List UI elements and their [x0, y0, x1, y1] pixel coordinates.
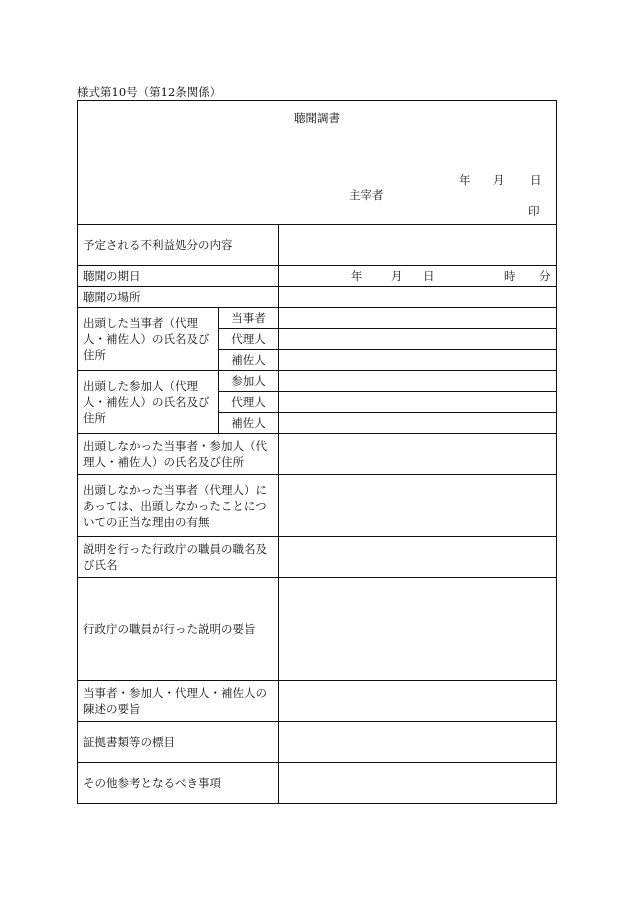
chair-label: 主宰者	[349, 188, 384, 202]
disposition-field[interactable]	[279, 225, 557, 266]
hearing-date-label: 聴聞の期日	[78, 266, 279, 287]
header-year-label: 年	[459, 173, 471, 187]
participant-field[interactable]	[279, 371, 557, 392]
header-day-label: 日	[530, 173, 542, 187]
statement-summary-label: 当事者・参加人・代理人・補佐人の陳述の要旨	[78, 681, 279, 722]
participant-group-label: 出頭した参加人（代理人・補佐人）の氏名及び住所	[78, 371, 219, 434]
header-cell	[78, 101, 557, 225]
party-sub-label: 当事者	[219, 308, 279, 329]
date-day-label: 日	[423, 269, 435, 283]
date-year-label: 年	[351, 269, 363, 283]
table-row	[78, 763, 557, 804]
absent-reason-field[interactable]	[279, 475, 557, 537]
table-row	[78, 722, 557, 763]
header-month-label: 月	[493, 173, 505, 187]
hearing-place-label: 聴聞の場所	[78, 287, 279, 308]
hearing-place-field[interactable]	[279, 287, 557, 308]
date-minute-label: 分	[539, 269, 551, 283]
table-row	[78, 578, 557, 681]
absent-persons-label: 出頭しなかった当事者・参加人（代理人・補佐人）の氏名及び住所	[78, 434, 279, 475]
evidence-list-label: 証拠書類等の標目	[78, 722, 279, 763]
participant-sub-label: 参加人	[219, 371, 279, 392]
header-row	[78, 101, 557, 225]
participant-agent-label: 代理人	[219, 392, 279, 413]
table-row	[78, 225, 557, 266]
explainer-field[interactable]	[279, 537, 557, 578]
hearing-record-form	[77, 100, 557, 804]
hearing-date-field[interactable]	[279, 266, 557, 287]
seal-label: 印	[528, 204, 540, 218]
table-row	[78, 434, 557, 475]
participant-assistant-label: 補佐人	[219, 413, 279, 434]
form-number-caption: 様式第10号（第12条関係）	[77, 85, 222, 99]
date-hour-label: 時	[504, 269, 516, 283]
disposition-label: 予定される不利益処分の内容	[78, 225, 279, 266]
statement-summary-field[interactable]	[279, 681, 557, 722]
form-title: 聴聞調書	[294, 111, 340, 125]
party-assistant-label: 補佐人	[219, 350, 279, 371]
party-field[interactable]	[279, 308, 557, 329]
evidence-list-field[interactable]	[279, 722, 557, 763]
party-agent-label: 代理人	[219, 329, 279, 350]
absent-reason-label: 出頭しなかった当事者（代理人）にあっては、出頭しなかったことについての正当な理由の有無	[78, 475, 279, 537]
participant-assistant-field[interactable]	[279, 413, 557, 434]
table-row	[78, 537, 557, 578]
party-assistant-field[interactable]	[279, 350, 557, 371]
explanation-summary-field[interactable]	[279, 578, 557, 681]
other-matters-field[interactable]	[279, 763, 557, 804]
table-row	[78, 266, 557, 287]
table-row	[78, 371, 557, 392]
absent-persons-field[interactable]	[279, 434, 557, 475]
party-group-label: 出頭した当事者（代理人・補佐人）の氏名及び住所	[78, 308, 219, 371]
explainer-label: 説明を行った行政庁の職員の職名及び氏名	[78, 537, 279, 578]
party-agent-field[interactable]	[279, 329, 557, 350]
table-row	[78, 475, 557, 537]
table-row	[78, 681, 557, 722]
explanation-summary-label: 行政庁の職員が行った説明の要旨	[78, 578, 279, 681]
other-matters-label: その他参考となるべき事項	[78, 763, 279, 804]
date-month-label: 月	[391, 269, 403, 283]
table-row	[78, 287, 557, 308]
table-row	[78, 308, 557, 329]
participant-agent-field[interactable]	[279, 392, 557, 413]
